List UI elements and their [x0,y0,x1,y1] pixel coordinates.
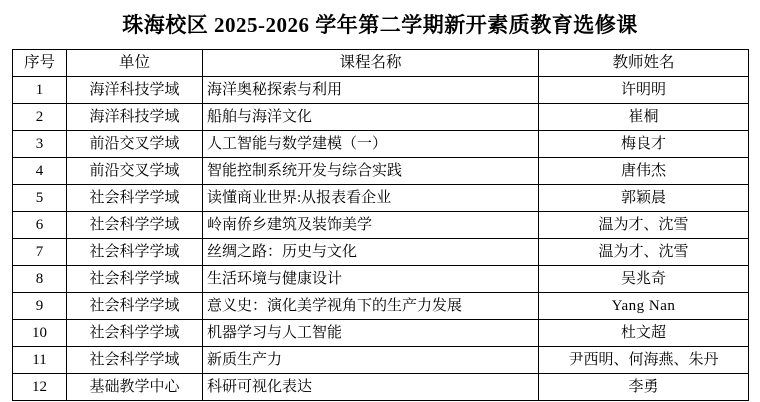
table-row [13,374,749,401]
cell-department: 基础教学中心 [67,374,203,401]
table-body [13,77,749,401]
table-container [0,49,760,401]
cell-course-name: 海洋奥秘探索与利用 [203,77,539,104]
cell-department: 社会科学学域 [67,266,203,293]
cell-teacher: Yang Nan [539,293,749,320]
cell-course-name: 船舶与海洋文化 [203,104,539,131]
cell-department: 海洋科技学域 [67,77,203,104]
cell-index: 6 [13,212,67,239]
column-header-course-name: 课程名称 [203,50,539,77]
cell-index: 8 [13,266,67,293]
cell-course-name: 机器学习与人工智能 [203,320,539,347]
cell-index: 1 [13,77,67,104]
table-row [13,131,749,158]
table-row [13,212,749,239]
course-table [12,49,749,401]
cell-department: 社会科学学域 [67,185,203,212]
cell-department: 社会科学学域 [67,293,203,320]
cell-department: 社会科学学域 [67,320,203,347]
table-row [13,347,749,374]
page-title: 珠海校区 2025-2026 学年第二学期新开素质教育选修课 [122,13,638,37]
cell-teacher: 梅良才 [539,131,749,158]
table-row [13,104,749,131]
table-header [13,50,749,77]
cell-department: 前沿交叉学域 [67,131,203,158]
cell-course-name: 科研可视化表达 [203,374,539,401]
cell-index: 9 [13,293,67,320]
cell-course-name: 丝绸之路：历史与文化 [203,239,539,266]
cell-department: 社会科学学域 [67,347,203,374]
cell-course-name: 新质生产力 [203,347,539,374]
cell-course-name: 人工智能与数学建模（一） [203,131,539,158]
column-header-index: 序号 [13,50,67,77]
cell-course-name: 生活环境与健康设计 [203,266,539,293]
cell-index: 11 [13,347,67,374]
cell-department: 社会科学学域 [67,212,203,239]
cell-teacher: 尹西明、何海燕、朱丹 [539,347,749,374]
table-row [13,266,749,293]
cell-index: 4 [13,158,67,185]
cell-teacher: 崔桐 [539,104,749,131]
cell-course-name: 智能控制系统开发与综合实践 [203,158,539,185]
cell-teacher: 许明明 [539,77,749,104]
cell-teacher: 唐伟杰 [539,158,749,185]
cell-course-name: 岭南侨乡建筑及装饰美学 [203,212,539,239]
cell-teacher: 李勇 [539,374,749,401]
cell-index: 2 [13,104,67,131]
cell-index: 5 [13,185,67,212]
table-row [13,320,749,347]
table-row [13,185,749,212]
cell-department: 海洋科技学域 [67,104,203,131]
column-header-teacher: 教师姓名 [539,50,749,77]
cell-teacher: 温为才、沈雪 [539,239,749,266]
cell-course-name: 意义史：演化美学视角下的生产力发展 [203,293,539,320]
table-row [13,158,749,185]
table-row [13,293,749,320]
cell-teacher: 杜文超 [539,320,749,347]
cell-teacher: 吴兆奇 [539,266,749,293]
cell-index: 10 [13,320,67,347]
cell-teacher: 温为才、沈雪 [539,212,749,239]
cell-teacher: 郭颖晨 [539,185,749,212]
cell-index: 12 [13,374,67,401]
cell-index: 3 [13,131,67,158]
cell-course-name: 读懂商业世界:从报表看企业 [203,185,539,212]
cell-department: 前沿交叉学域 [67,158,203,185]
column-header-department: 单位 [67,50,203,77]
cell-department: 社会科学学域 [67,239,203,266]
table-row [13,77,749,104]
table-header-row [13,50,749,77]
table-row [13,239,749,266]
cell-index: 7 [13,239,67,266]
